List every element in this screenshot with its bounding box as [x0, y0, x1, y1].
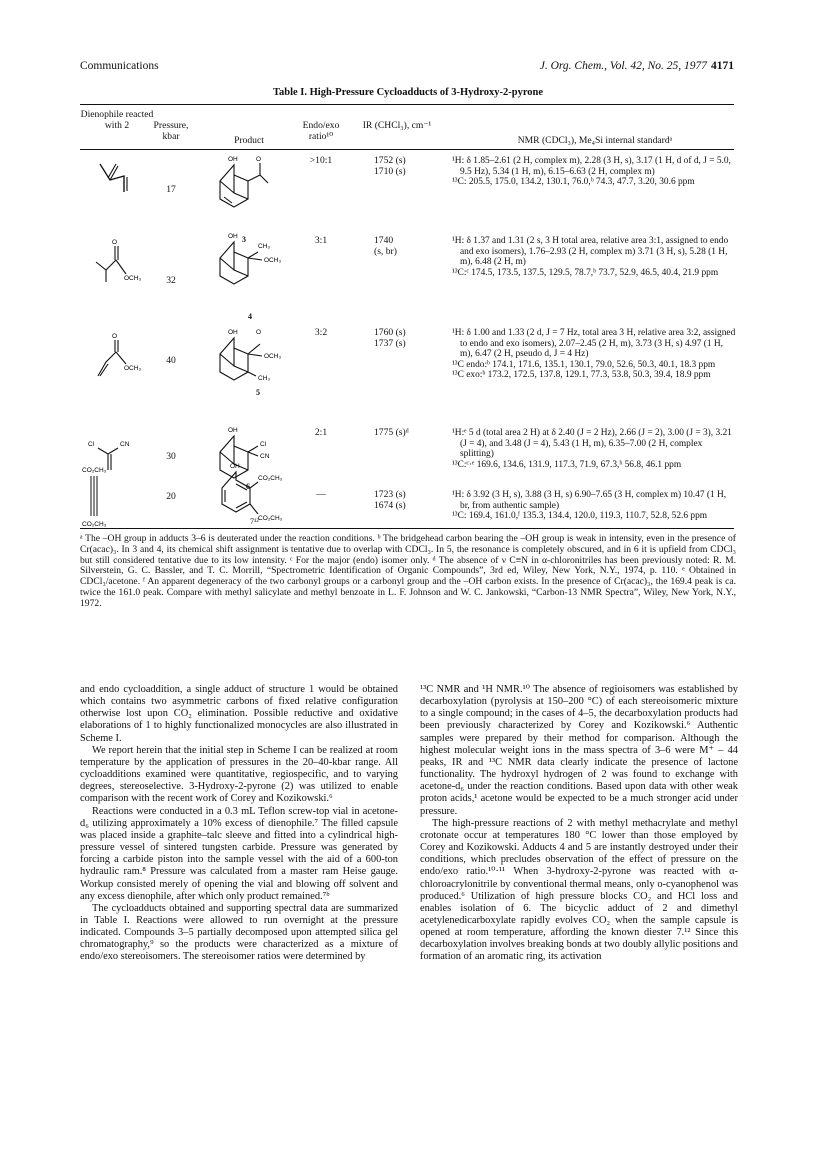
ir-cell: 1723 (s) 1674 (s)	[374, 489, 406, 511]
table-caption: Table I. High-Pressure Cycloadducts of 3-Hydroxy-2-pyrone	[272, 87, 544, 98]
nmr-cell	[452, 156, 738, 188]
nmr-line: ¹³C:ᶜ·ᵉ 169.6, 134.6, 131.9, 117.3, 71.9, 67.3,ᵇ 56.8, 46.1 ppm	[452, 459, 682, 470]
structure-label: CH₃	[258, 243, 271, 250]
nmr-line: ¹³C:ᶜ 174.5, 173.5, 137.5, 129.5, 78.7,ᵇ 73.7, 52.9, 46.5, 40.4, 21.9 ppm	[452, 267, 719, 278]
structure-label: O	[256, 329, 262, 336]
structure-label: CN	[260, 453, 270, 460]
pressure-cell: 30	[166, 451, 176, 462]
dienophile-structure-1	[88, 156, 148, 196]
ratio-cell: —	[316, 489, 326, 500]
ir-cell: 1740 (s, br)	[374, 235, 397, 257]
pressure-cell: 40	[166, 355, 176, 366]
running-header-section: Communications	[80, 60, 159, 72]
body-column-left	[80, 684, 398, 964]
body-paragraph: We report herein that the initial step in Scheme I can be realized at room temperature by the application of pressures in the 20–40-kbar range. All cycloadditions examined were quantitative, regiospecific, and to varying degrees, stereoselective. 3-Hydroxy-2-pyrone (2) was utilized to enable comparison with the recent work of Corey and Kozikowski.⁶	[80, 744, 398, 805]
nmr-line: ¹³C: 205.5, 175.0, 134.2, 130.1, 76.0,ᵇ 74.3, 47.7, 3.20, 30.6 ppm	[452, 177, 695, 188]
product-structure-3	[206, 153, 286, 233]
compound-number: 7¹²	[250, 517, 259, 526]
col-header-nmr: NMR (CDCl₃), Me₄Si internal standardᵃ	[517, 135, 673, 146]
nmr-cell	[452, 236, 738, 278]
ir-cell: 1775 (s)ᵈ	[374, 427, 409, 438]
table-header-rule	[80, 149, 734, 150]
table-bottom-rule	[80, 528, 734, 529]
ratio-cell: 3:1	[314, 235, 328, 246]
pressure-cell: 20	[166, 491, 176, 502]
nmr-line: ¹H: δ 3.92 (3 H, s), 3.88 (3 H, s) 6.90–7.65 (3 H, complex m) 10.47 (1 H, br, from authentic sample)	[452, 490, 727, 511]
body-paragraph: Reactions were conducted in a 0.3 mL Teflon screw-top vial in acetone-d₆ utilizing approximately a 10% excess of dienophile.⁷ The filled capsule was placed inside a graphite–talc sleeve and fitted into a cylindrical high-pressure vessel of sintered tungsten carbide. Pressure was generated by forcing a carbide piston into the sample vessel with the aid of a 600-ton hydraulic ram.⁸ Pressure was calculated from a master ram Heise gauge. Workup consisted merely of opening the vial and blowing off solvent and any excess dienophile, after which only product remained.⁷ᵇ	[80, 805, 398, 902]
nmr-line: ¹H: δ 1.37 and 1.31 (2 s, 3 H total area, relative area 3:1, assigned to endo and exo isomers), 1.76–2.93 (2 H, complex m) 3.71 (3 H, s), 5.28 (1 H, m), 6.48 (2 H, m)	[452, 236, 729, 268]
body-paragraph: and endo cycloaddition, a single adduct of structure 1 would be obtained which contains two asymmetric carbons of fixed relative configuration otherwise lost upon CO₂ elimination. Possible reductive and oxidative elaborations of 1 to highly functionalized monocycles are also illustrated in Scheme I.	[80, 684, 398, 744]
compound-number: 4	[248, 312, 252, 321]
nmr-line: ¹³C endo:ᵇ 174.1, 171.6, 135.1, 130.1, 79.0, 52.6, 50.3, 40.1, 18.3 ppm	[452, 359, 716, 370]
structure-label: CO₂CH₃	[82, 521, 107, 528]
structure-label: Cl	[260, 441, 267, 448]
col-header-dienophile: Dienophile reacted with 2	[80, 109, 154, 131]
body-paragraph: ¹³C NMR and ¹H NMR.¹⁰ The absence of regioisomers was established by decarboxylation (pyrolysis at 150–200 °C) of each stereoisomeric mixture to a single compound; in the cases of 4–5, the decarboxylation products had been previously characterized by Corey and Kozikowski.⁶ Authentic samples were prepared by their method for comparison. Although the highest molecular weight ions in the mass spectra of 3–6 were M⁺ – 44 peaks, IR and ¹³C NMR data clearly indicate the presence of lactone functionality. The hydroxyl hydrogen of 2 was found to exchange with acetone-d₆ under the reaction conditions. Based upon data with other weak proton acids,¹ acetone would be expected to be a much stronger acid under pressure.	[420, 684, 738, 817]
body-column-right	[420, 684, 738, 964]
structure-label: OCH₃	[264, 353, 282, 360]
nmr-line: ¹³C exo:ᵇ 173.2, 172.5, 137.8, 129.1, 77.3, 53.8, 50.3, 39.4, 18.9 ppm	[452, 370, 711, 381]
ratio-cell: >10:1	[309, 155, 333, 166]
structure-label: OCH₃	[124, 275, 142, 282]
nmr-line: ¹H:ᵉ 5 d (total area 2 H) at δ 2.40 (J = 2 Hz), 2.66 (J = 2), 3.00 (J = 3), 3.21 (J = 4), and 3.48 (J = 4), 5.43 (1 H, m), 6.35–7.00 (2 H, complex splitting)	[452, 428, 732, 460]
nmr-line: ¹H: δ 1.85–2.61 (2 H, complex m), 2.28 (3 H, s), 3.17 (1 H, d of d, J = 5.0, 9.5 Hz), 5.34 (1 H, m), 6.15–6.63 (2 H, complex m)	[452, 156, 731, 177]
structure-label: CO₂CH₃	[258, 475, 283, 482]
col-header-product: Product	[234, 135, 264, 146]
col-header-ir: IR (CHCl₃), cm⁻¹	[362, 120, 432, 131]
page-number: 4171	[711, 60, 734, 72]
structure-label: OH	[228, 329, 238, 336]
structure-label: OH	[230, 463, 240, 470]
structure-label: CO₂CH₃	[82, 467, 107, 474]
nmr-line: ¹H: δ 1.00 and 1.33 (2 d, J = 7 Hz, total area 3 H, relative area 3:2, assigned to endo and exo isomers), 2.07–2.45 (2 H, m), 3.73 (3 H, s) 4.97 (1 H, m), 6.47 (2 H, pseudo d, J = 4 Hz)	[452, 328, 736, 360]
structure-label: O	[112, 239, 118, 246]
nmr-cell	[452, 328, 738, 381]
col-header-ratio: Endo/exo ratio¹⁰	[302, 120, 340, 142]
dienophile-structure-5	[82, 464, 152, 530]
product-structure-4	[206, 230, 296, 310]
nmr-cell	[452, 490, 738, 522]
dienophile-structure-2	[88, 236, 148, 286]
pressure-cell: 32	[166, 275, 176, 286]
structure-label: CO₂CH₃	[258, 515, 283, 522]
structure-label: CN	[120, 441, 130, 448]
dienophile-structure-3	[88, 330, 148, 380]
product-structure-5	[206, 326, 296, 406]
ir-cell: 1752 (s) 1710 (s)	[374, 155, 406, 177]
ir-cell: 1760 (s) 1737 (s)	[374, 327, 406, 349]
structure-label: Cl	[88, 441, 95, 448]
pressure-cell: 17	[166, 184, 176, 195]
compound-number: 6	[246, 482, 250, 491]
running-header-journal	[540, 60, 734, 72]
body-paragraph: The cycloadducts obtained and supporting spectral data are summarized in Table I. Reactions were allowed to run overnight at the pressure indicated. Compounds 3–5 partially decomposed upon attempted silica gel chromatography,⁹ so the products were characterized as a mixture of endo/exo stereoisomers. The stereoisomer ratios were determined by	[80, 902, 398, 963]
structure-label: OH	[228, 233, 238, 240]
structure-label: O	[256, 156, 262, 163]
structure-label: OCH₃	[264, 257, 282, 264]
structure-label: OH	[228, 427, 238, 434]
structure-label: O	[112, 333, 118, 340]
compound-number: 5	[256, 388, 260, 397]
compound-number: 3	[242, 235, 246, 244]
structure-label: OH	[228, 156, 238, 163]
ratio-cell: 3:2	[314, 327, 328, 338]
structure-label: OCH₃	[124, 365, 142, 372]
body-paragraph: The high-pressure reactions of 2 with methyl methacrylate and methyl crotonate occur at temperatures 180 °C lower than those employed by Corey and Kozikowski. Adducts 4 and 5 are instantly destroyed under their conditions, which precludes observation of the effect of pressure on the endo/exo ratio.¹⁰·¹¹ When 3-hydroxy-2-pyrone was reacted with α-chloroacrylonitrile by conventional thermal means, only o-cyanophenol was produced.⁶ Utilization of high pressure blocks CO₂ and HCl loss and enables isolation of 6. The bicyclic adduct of 2 and dimethyl acetylenedicarboxylate rapidly evolves CO₂ when the sample capsule is opened at room temperature, affording the known diester 7.¹² Since this decarboxylation involves breaking bonds at two doubly allylic positions and formation of an aromatic ring, its activation	[420, 817, 738, 963]
journal-citation: J. Org. Chem., Vol. 42, No. 25, 1977	[539, 60, 707, 72]
nmr-line: ¹³C: 169.4, 161.0,ᶠ 135.3, 134.4, 120.0, 119.3, 110.7, 52.8, 52.6 ppm	[452, 511, 708, 522]
ratio-cell: 2:1	[314, 427, 328, 438]
nmr-cell	[452, 428, 738, 470]
structure-label: CH₃	[258, 375, 271, 382]
col-header-pressure: Pressure, kbar	[153, 120, 189, 142]
table-top-rule	[80, 104, 734, 105]
table-footnotes: ᵃ The –OH group in adducts 3–6 is deuterated under the reaction conditions. ᵇ The bridgehead carbon bearing the –OH group is weak in intensity, even in the presence of Cr(acac)₃. In 3 and 4, its chemical shift assignment is tentative due to overlap with CDCl₃. In 5, the resonance is completely obscured, and in 6 it is upfield from CDCl₃ but still considered tentative due to its low intensity. ᶜ For the major (endo) isomer only. ᵈ The absence of ν C≡N in α-chloronitriles has been previously noted: R. M. Silverstein, G. C. Bassler, and T. C. Morrill, “Spectrometric Identification of Organic Compounds”, 3rd ed, Wiley, New York, N.Y., 1974, p. 110. ᵉ Obtained in CDCl₃/acetone. ᶠ An apparent degeneracy of the two carbonyl groups or a carbonyl group and the –OH carbon exists. In the presence of Cr(acac)₃, the 169.4 peak is ca. twice the 161.0 peak. Compare with methyl salicylate and methyl benzoate in L. F. Johnson and W. C. Jankowski, “Carbon-13 NMR Spectra”, Wiley, New York, N.Y., 1972.	[80, 533, 736, 609]
